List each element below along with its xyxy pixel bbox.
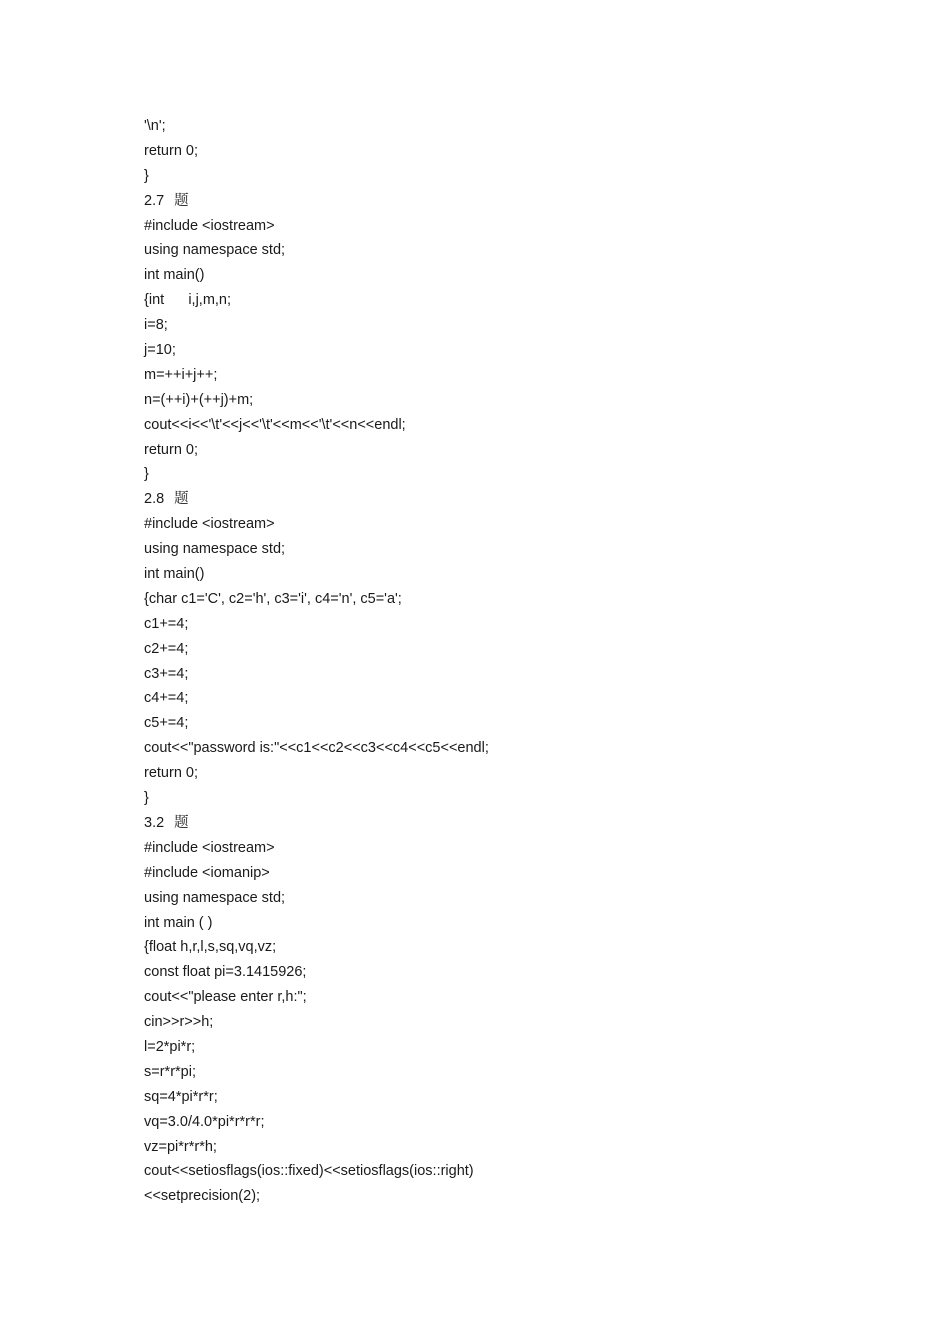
- code-line: #include <iostream>: [144, 516, 275, 533]
- code-line: const float pi=3.1415926;: [144, 964, 307, 981]
- section-label: 题: [174, 814, 189, 831]
- code-line: return 0;: [144, 765, 198, 782]
- code-line: c1+=4;: [144, 615, 189, 632]
- code-line: cout<<"password is:"<<c1<<c2<<c3<<c4<<c5<<endl;: [144, 740, 489, 757]
- section-label: 题: [174, 491, 189, 508]
- code-line: m=++i+j++;: [144, 366, 218, 383]
- section-heading: [144, 189, 844, 214]
- section-number: 2.8: [144, 491, 165, 508]
- section-number: 3.2: [144, 814, 165, 831]
- code-line: }: [144, 167, 149, 184]
- code-line: c2+=4;: [144, 640, 189, 657]
- section-heading: [144, 487, 844, 512]
- code-line: sq=4*pi*r*r;: [144, 1088, 218, 1105]
- code-line: #include <iostream>: [144, 839, 275, 856]
- code-listing: [144, 114, 844, 1209]
- code-line: {char c1='C', c2='h', c3='i', c4='n', c5='a';: [144, 590, 402, 607]
- code-line: i=8;: [144, 317, 168, 334]
- code-line: {int i,j,m,n;: [144, 292, 232, 309]
- code-line: return 0;: [144, 441, 198, 458]
- section-number: 2.7: [144, 192, 165, 209]
- code-line: cout<<i<<'\t'<<j<<'\t'<<m<<'\t'<<n<<endl;: [144, 416, 406, 433]
- code-line: }: [144, 466, 149, 483]
- code-line: #include <iomanip>: [144, 864, 270, 881]
- code-line: int main ( ): [144, 914, 213, 931]
- code-line: <<setprecision(2);: [144, 1188, 261, 1205]
- section-heading: [144, 811, 844, 836]
- code-line: cin>>r>>h;: [144, 1014, 214, 1031]
- code-line: vq=3.0/4.0*pi*r*r*r;: [144, 1113, 265, 1130]
- code-line: j=10;: [144, 342, 176, 359]
- code-line: c4+=4;: [144, 690, 189, 707]
- code-line: l=2*pi*r;: [144, 1038, 196, 1055]
- code-line: using namespace std;: [144, 541, 286, 558]
- code-line: n=(++i)+(++j)+m;: [144, 391, 254, 408]
- code-line: vz=pi*r*r*h;: [144, 1138, 217, 1155]
- code-line: }: [144, 790, 149, 807]
- code-line: #include <iostream>: [144, 217, 275, 234]
- code-line: {float h,r,l,s,sq,vq,vz;: [144, 939, 277, 956]
- code-line: '\n';: [144, 118, 166, 134]
- code-line: c3+=4;: [144, 665, 189, 682]
- code-line: s=r*r*pi;: [144, 1063, 196, 1080]
- code-line: cout<<setiosflags(ios::fixed)<<setiosflags(ios::right): [144, 1163, 474, 1180]
- code-line: int main(): [144, 566, 205, 583]
- code-line: int main(): [144, 267, 205, 284]
- code-line: using namespace std;: [144, 242, 286, 259]
- code-line: cout<<"please enter r,h:";: [144, 989, 307, 1006]
- section-label: 题: [174, 192, 189, 209]
- code-line: using namespace std;: [144, 889, 286, 906]
- code-line: return 0;: [144, 142, 198, 159]
- code-line: c5+=4;: [144, 715, 189, 732]
